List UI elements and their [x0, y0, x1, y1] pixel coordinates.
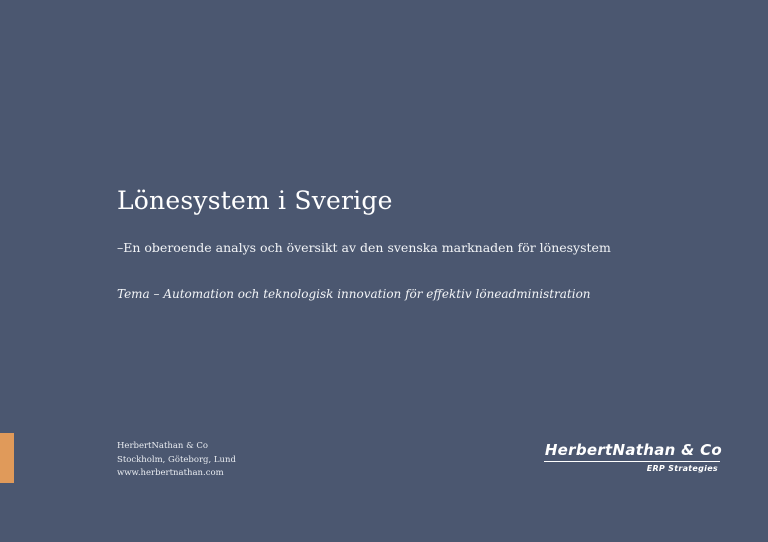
logo-tagline: ERP Strategies: [646, 464, 718, 473]
logo-rule: [544, 461, 720, 462]
logo-wordmark: HerbertNathan & Co: [544, 441, 722, 459]
company-logo: [540, 441, 730, 481]
document-theme: Tema – Automation och teknologisk innovation för effektiv löneadministration: [117, 287, 591, 301]
contact-block: [117, 440, 236, 481]
company-name: HerbertNathan & Co: [117, 441, 208, 451]
website-link[interactable]: www.herbertnathan.com: [117, 468, 224, 478]
document-title: Lönesystem i Sverige: [117, 186, 393, 215]
office-locations: Stockholm, Göteborg, Lund: [117, 454, 236, 465]
accent-bar: [0, 433, 14, 483]
document-subtitle: –En oberoende analys och översikt av den svenska marknaden för lönesystem: [117, 240, 611, 255]
